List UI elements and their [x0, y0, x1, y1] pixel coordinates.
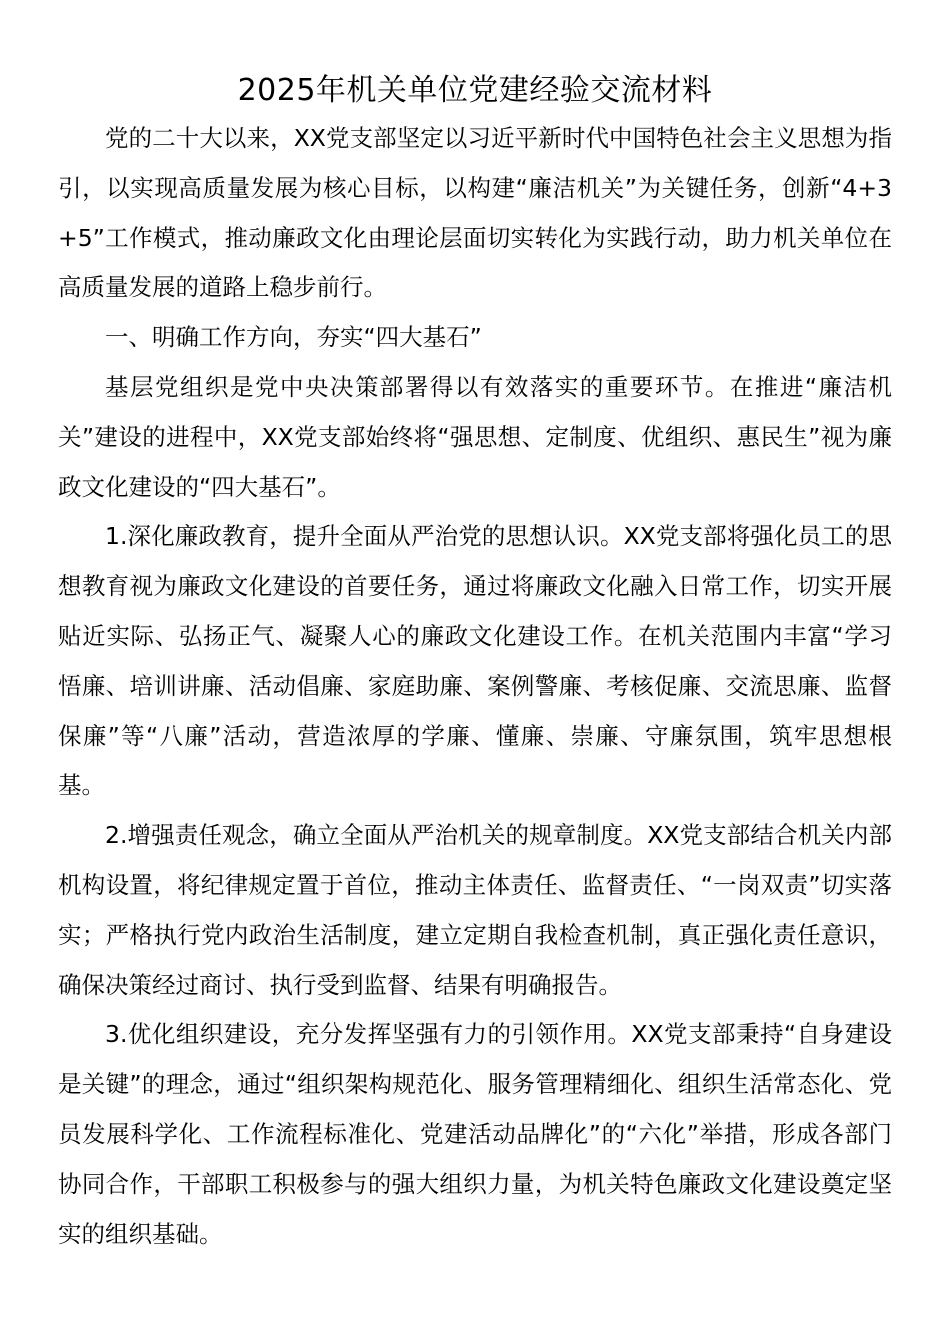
section-intro-paragraph: 基层党组织是党中央决策部署得以有效落实的重要环节。在推进“廉洁机关”建设的进程中，XX党支部始终将“强思想、定制度、优组织、惠民生”视为廉政文化建设的“四大基石”。	[58, 372, 892, 501]
document-page	[58, 68, 892, 1259]
document-title: 2025年机关单位党建经验交流材料	[237, 73, 713, 108]
item-3-paragraph: 3.优化组织建设，充分发挥坚强有力的引领作用。XX党支部秉持“自身建设是关键”的理念，通过“组织架构规范化、服务管理精细化、组织生活常态化、党员发展科学化、工作流程标准化、党建活动品牌化”的“六化”举措，形成各部门协同合作，干部职工积极参与的强大组织力量，为机关特色廉政文化建设奠定坚实的组织基础。	[58, 1020, 892, 1248]
intro-paragraph: 党的二十大以来，XX党支部坚定以习近平新时代中国特色社会主义思想为指引，以实现高质量发展为核心目标，以构建“廉洁机关”为关键任务，创新“4+3+5”工作模式，推动廉政文化由理论层面切实转化为实践行动，助力机关单位在高质量发展的道路上稳步前行。	[58, 124, 892, 302]
section-heading-1: 一、明确工作方向，夯实“四大基石”	[105, 323, 482, 352]
item-1-paragraph: 1.深化廉政教育，提升全面从严治党的思想认识。XX党支部将强化员工的思想教育视为廉政文化建设的首要任务，通过将廉政文化融入日常工作，切实开展贴近实际、弘扬正气、凝聚人心的廉政文化建设工作。在机关范围内丰富“学习悟廉、培训讲廉、活动倡廉、家庭助廉、案例警廉、考核促廉、交流思廉、监督保廉”等“八廉”活动，营造浓厚的学廉、懂廉、崇廉、守廉氛围，筑牢思想根基。	[58, 522, 892, 800]
item-2-paragraph: 2.增强责任观念，确立全面从严治机关的规章制度。XX党支部结合机关内部机构设置，将纪律规定置于首位，推动主体责任、监督责任、“一岗双责”切实落实；严格执行党内政治生活制度，建立定期自我检查机制，真正强化责任意识，确保决策经过商讨、执行受到监督、结果有明确报告。	[58, 821, 892, 999]
